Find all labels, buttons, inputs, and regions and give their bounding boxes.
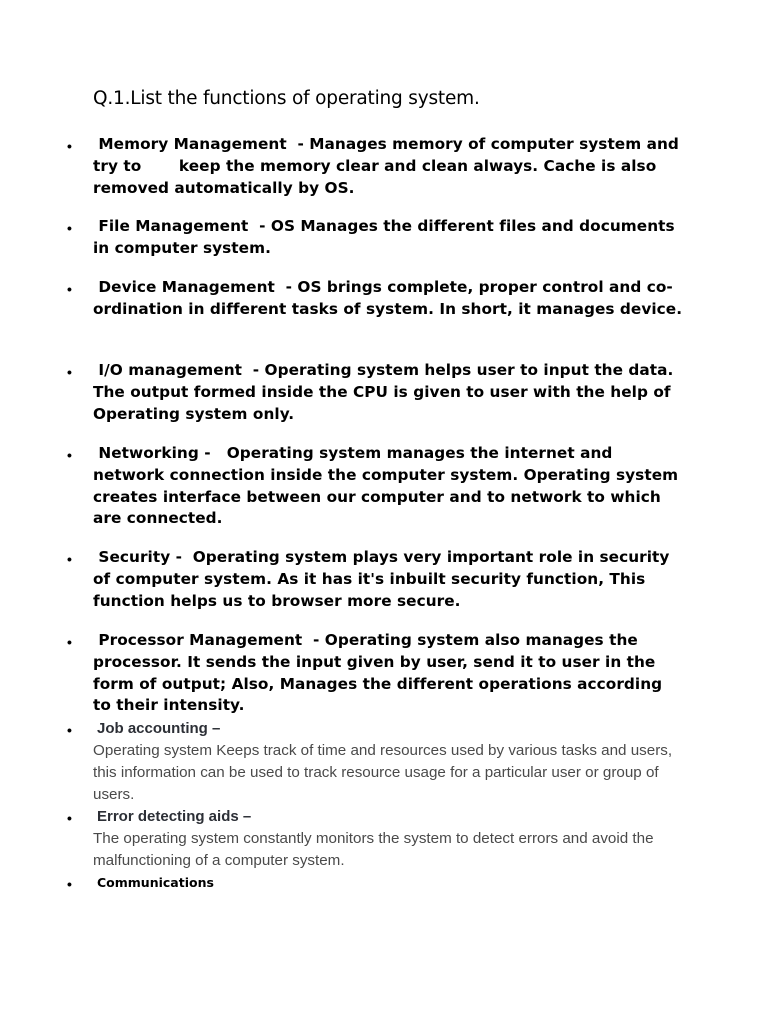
item-text: I/O management - Operating system helps user to input the data. The output formed inside the CPU is given to user with the help of Operating system only. (93, 361, 679, 423)
item-text: Processor Management - Operating system also manages the processor. It sends the input given by user, send it to user in the form of output; Also, Manages the different operations according to their intensity. (93, 631, 668, 715)
item-heading: Communications (97, 875, 214, 890)
item-text: Networking - Operating system manages the internet and network connection inside the computer system. Operating system creates interface between our computer and to network to which are connected. (93, 444, 684, 528)
bullet: • (67, 810, 72, 826)
item-text: Device Management - OS brings complete, proper control and co-ordination in different tasks of system. In short, it manages device. (93, 278, 683, 318)
item-heading: Error detecting aids – (97, 808, 252, 825)
bullet: • (67, 138, 72, 154)
item-description: Operating system Keeps track of time and resources used by various tasks and users, this information can be used to track resource usage for a particular user or group of users. (93, 742, 673, 803)
item-text: Memory Management - Manages memory of computer system and try to keep the memory clear and clean always. Cache is also removed automatically by OS. (93, 135, 685, 197)
bullet: • (67, 447, 72, 463)
item-text: File Management - OS Manages the different files and documents in computer system. (93, 217, 681, 257)
item-heading: Job accounting – (97, 720, 221, 737)
item-description: The operating system constantly monitors the system to detect errors and avoid the malfunctioning of a computer system. (93, 830, 654, 869)
bullet: • (67, 722, 72, 738)
bullet: • (67, 876, 72, 892)
bullet: • (67, 281, 72, 297)
bullet: • (67, 634, 72, 650)
bullet: • (67, 364, 72, 380)
question-title: Q.1.List the functions of operating system. (93, 88, 480, 109)
bullet: • (67, 551, 72, 567)
item-text: Security - Operating system plays very important role in security of computer system. As it has it's inbuilt security function, This function helps us to browser more secure. (93, 548, 675, 610)
bullet: • (67, 220, 72, 236)
